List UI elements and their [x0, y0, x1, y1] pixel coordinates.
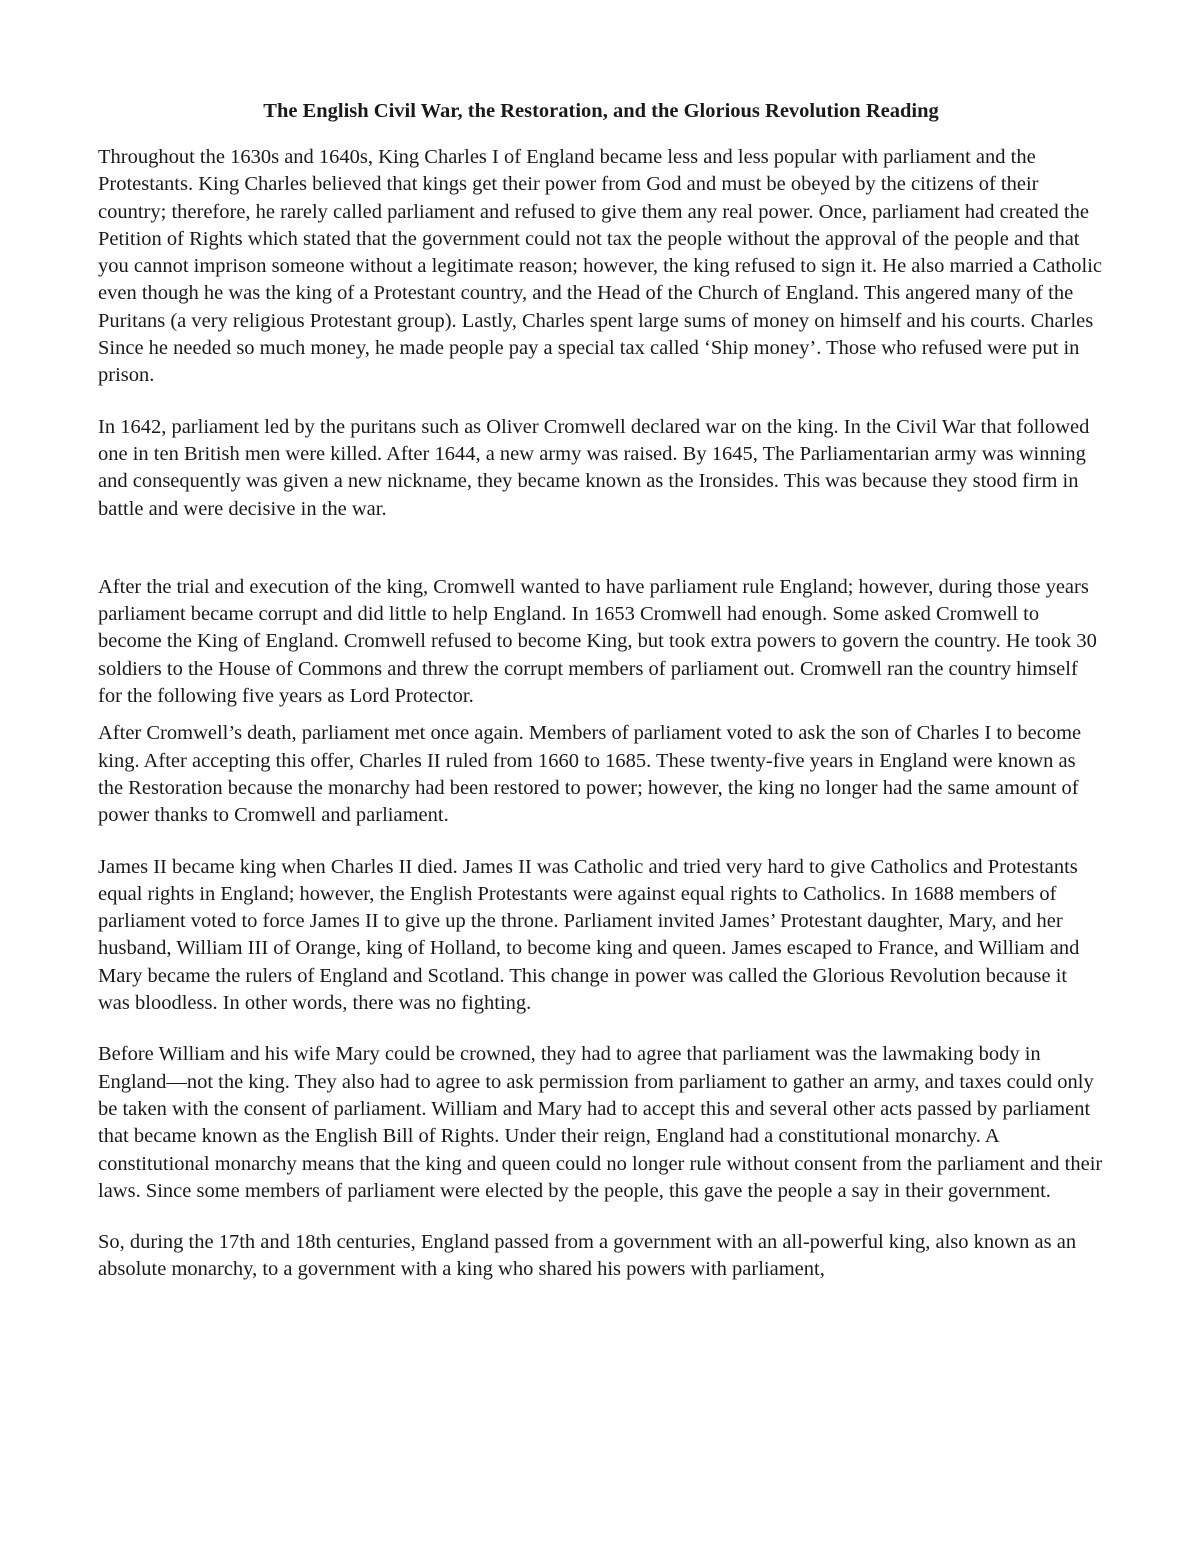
paragraph-spacer — [98, 1017, 1104, 1041]
paragraph-cromwell-rule: After the trial and execution of the king, Cromwell wanted to have parliament rule England; however, during those years parliament became corrupt and did little to help England. In 1653 Cromwell had enough. Some asked Cromwell to become the King of England. Cromwell refused to become King, but took extra powers to govern the country. He took 30 soldiers to the House of Commons and threw the corrupt members of parliament out. Cromwell ran the country himself for the following five years as Lord Protector. — [98, 575, 1097, 708]
paragraph-charles-i: Throughout the 1630s and 1640s, King Charles I of England became less and less popular with parliament and the Protestants. King Charles believed that kings get their power from God and must be obeyed by the citizens of their country; therefore, he rarely called parliament and refused to give them any real power. Once, parliament had created the Petition of Rights which stated that the government could not tax the people without the approval of the people and that you cannot imprison someone without a legitimate reason; however, the king refused to sign it. He also married a Catholic even though he was the king of a Protestant country, and the Head of the Church of England. This angered many of the Puritans (a very religious Protestant group). Lastly, Charles spent large sums of money on himself and his courts. Charles Since he needed so much money, he made people pay a special tax called ‘Ship money’. Those who refused were put in prison. — [98, 146, 1102, 387]
paragraph-restoration: After Cromwell’s death, parliament met once again. Members of parliament voted to ask the son of Charles I to become king. After accepting this offer, Charles II ruled from 1660 to 1685. These twenty-five years in England were known as the Restoration because the monarchy had been restored to power; however, the king no longer had the same amount of power thanks to Cromwell and parliament. — [98, 722, 1082, 827]
document-page — [98, 98, 1104, 1284]
paragraph-civil-war: In 1642, parliament led by the puritans such as Oliver Cromwell declared war on the king. In the Civil War that followed one in ten British men were killed. After 1644, a new army was raised. By 1645, The Parliamentarian army was winning and consequently was given a new nickname, they became known as the Ironsides. This was because they stood firm in battle and were decisive in the war. — [98, 415, 1090, 520]
paragraph-spacer — [98, 390, 1104, 414]
paragraph-spacer — [98, 830, 1104, 854]
paragraph-spacer — [98, 523, 1104, 574]
paragraph-spacer — [98, 1205, 1104, 1229]
paragraph-conclusion: So, during the 17th and 18th centuries, England passed from a government with an all-powerful king, also known as an absolute monarchy, to a government with a king who shared his powers with parliament, — [98, 1231, 1077, 1281]
paragraph-glorious-revolution: James II became king when Charles II died. James II was Catholic and tried very hard to give Catholics and Protestants equal rights in England; however, the English Protestants were against equal rights to Catholics. In 1688 members of parliament voted to force James II to give up the throne. Parliament invited James’ Protestant daughter, Mary, and her husband, William III of Orange, king of Holland, to become king and queen. James escaped to France, and William and Mary became the rulers of England and Scotland. This change in power was called the Glorious Revolution because it was bloodless. In other words, there was no fighting. — [98, 855, 1080, 1015]
document-title: The English Civil War, the Restoration, and the Glorious Revolution Reading — [263, 100, 939, 122]
paragraph-bill-of-rights: Before William and his wife Mary could be crowned, they had to agree that parliament was the lawmaking body in England—not the king. They also had to agree to ask permission from parliament to gather an army, and taxes could only be taken with the consent of parliament. William and Mary had to accept this and several other acts passed by parliament that became known as the English Bill of Rights. Under their reign, England had a constitutional monarchy. A constitutional monarchy means that the king and queen could no longer rule without consent from the parliament and their laws. Since some members of parliament were elected by the people, this gave the people a say in their government. — [98, 1043, 1103, 1202]
paragraph-spacer — [98, 710, 1104, 720]
